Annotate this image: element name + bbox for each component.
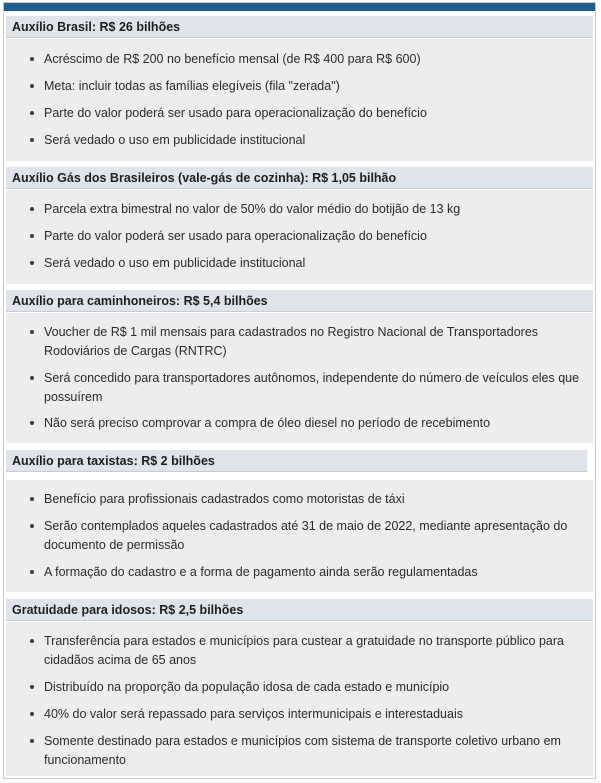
list-item: Distribuído na proporção da população idosa de cada estado e município — [44, 680, 450, 694]
list-item: Será concedido para transportadores autônomos, independente do número de veículos eles que possuírem — [44, 371, 580, 404]
bullet-icon — [30, 111, 34, 115]
bullet-icon — [30, 376, 34, 380]
list-item: Não será preciso comprovar a compra de óleo diesel no período de recebimento — [44, 416, 491, 430]
section-body-auxilio-taxistas — [6, 480, 593, 592]
infographic-panel — [3, 2, 596, 779]
bullet-icon — [30, 524, 34, 528]
list-item: Transferência para estados e municípios para custear a gratuidade no transporte público para cidadãos acima de 65 anos — [44, 634, 564, 667]
bullet-icon — [30, 207, 34, 211]
bullet-icon — [30, 712, 34, 716]
bullet-icon — [30, 421, 34, 425]
list-item: Voucher de R$ 1 mil mensais para cadastrados no Registro Nacional de Transportadores Rodoviários de Cargas (RNTRC) — [44, 325, 539, 358]
bullet-icon — [30, 57, 34, 61]
bullet-icon — [30, 570, 34, 574]
section-body-gratuidade-idosos — [6, 622, 593, 776]
bullet-icon — [30, 497, 34, 501]
bullet-icon — [30, 261, 34, 265]
list-item: Parte do valor poderá ser usado para operacionalização do benefício — [44, 106, 427, 120]
section-header-auxilio-taxistas: Auxílio para taxistas: R$ 2 bilhões — [6, 450, 587, 472]
bullet-icon — [30, 685, 34, 689]
list-item: Será vedado o uso em publicidade institucional — [44, 133, 306, 147]
section-body-auxilio-gas — [6, 190, 593, 284]
list-item: Parte do valor poderá ser usado para operacionalização do benefício — [44, 229, 427, 243]
list-item: Somente destinado para estados e municípios com sistema de transporte coletivo urbano em funcionamento — [44, 734, 561, 767]
bullet-icon — [30, 84, 34, 88]
list-item: 40% do valor será repassado para serviços intermunicipais e interestaduais — [44, 707, 463, 721]
bullet-icon — [30, 138, 34, 142]
section-header-gratuidade-idosos: Gratuidade para idosos: R$ 2,5 bilhões — [6, 599, 593, 621]
list-item: Benefício para profissionais cadastrados como motoristas de táxi — [44, 492, 405, 506]
section-header-auxilio-gas: Auxílio Gás dos Brasileiros (vale-gás de cozinha): R$ 1,05 bilhão — [6, 167, 593, 189]
list-item: Meta: incluir todas as famílias elegíveis (fila "zerada") — [44, 79, 340, 93]
bullet-icon — [30, 330, 34, 334]
top-accent-bar — [4, 3, 595, 11]
section-body-auxilio-brasil — [6, 39, 593, 161]
list-item: Acréscimo de R$ 200 no benefício mensal (de R$ 400 para R$ 600) — [44, 52, 421, 66]
list-item: Parcela extra bimestral no valor de 50% do valor médio do botijão de 13 kg — [44, 202, 461, 216]
list-item: Será vedado o uso em publicidade institucional — [44, 256, 306, 270]
bullet-icon — [30, 234, 34, 238]
bullet-icon — [30, 739, 34, 743]
list-item: A formação do cadastro e a forma de pagamento ainda serão regulamentadas — [44, 565, 478, 579]
section-header-auxilio-brasil: Auxílio Brasil: R$ 26 bilhões — [6, 16, 593, 38]
section-body-auxilio-caminhoneiros — [6, 313, 593, 443]
section-header-auxilio-caminhoneiros: Auxílio para caminhoneiros: R$ 5,4 bilhões — [6, 290, 593, 312]
list-item: Serão contemplados aqueles cadastrados até 31 de maio de 2022, mediante apresentação do documento de permissão — [44, 519, 568, 552]
bullet-icon — [30, 639, 34, 643]
